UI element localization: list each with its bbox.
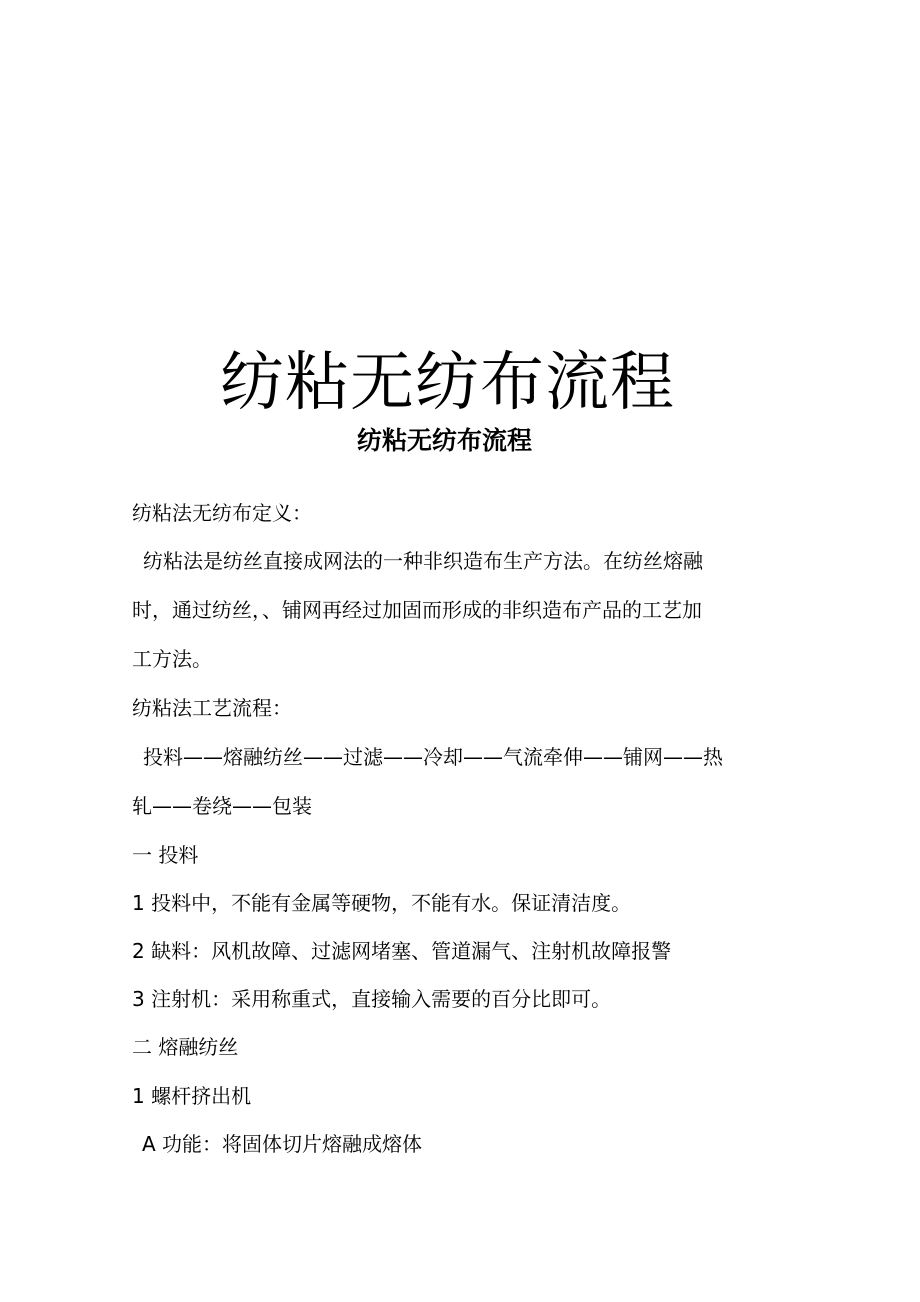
section-heading-melt-spinning: 二 熔融纺丝 [132, 1035, 239, 1059]
list-item: 1 螺杆挤出机 [132, 1084, 252, 1108]
definition-paragraph-line-3: 工方法。 [132, 647, 212, 671]
process-flow-line-2: 轧——卷绕——包装 [132, 794, 312, 818]
list-item: 3 注射机：采用称重式，直接输入需要的百分比即可。 [132, 987, 612, 1011]
list-item: 1 投料中，不能有金属等硬物，不能有水。保证清洁度。 [132, 891, 632, 915]
process-flow-line-1: 投料——熔融纺丝——过滤——冷却——气流牵伸——铺网——热 [143, 745, 723, 769]
document-subtitle: 纺粘无纺布流程 [357, 426, 533, 455]
definition-paragraph-line-2: 时，通过纺丝，、铺网再经过加固而形成的非织造布产品的工艺加 [132, 598, 702, 622]
process-heading: 纺粘法工艺流程： [132, 696, 292, 720]
document-title: 纺粘无纺布流程 [220, 346, 675, 420]
definition-heading: 纺粘法无纺布定义： [132, 501, 312, 525]
section-heading-feeding: 一 投料 [132, 843, 199, 867]
list-item: A 功能：将固体切片熔融成熔体 [142, 1132, 423, 1156]
list-item: 2 缺料：风机故障、过滤网堵塞、管道漏气、注射机故障报警 [132, 939, 672, 963]
definition-paragraph-line-1: 纺粘法是纺丝直接成网法的一种非织造布生产方法。在纺丝熔融 [143, 549, 703, 573]
